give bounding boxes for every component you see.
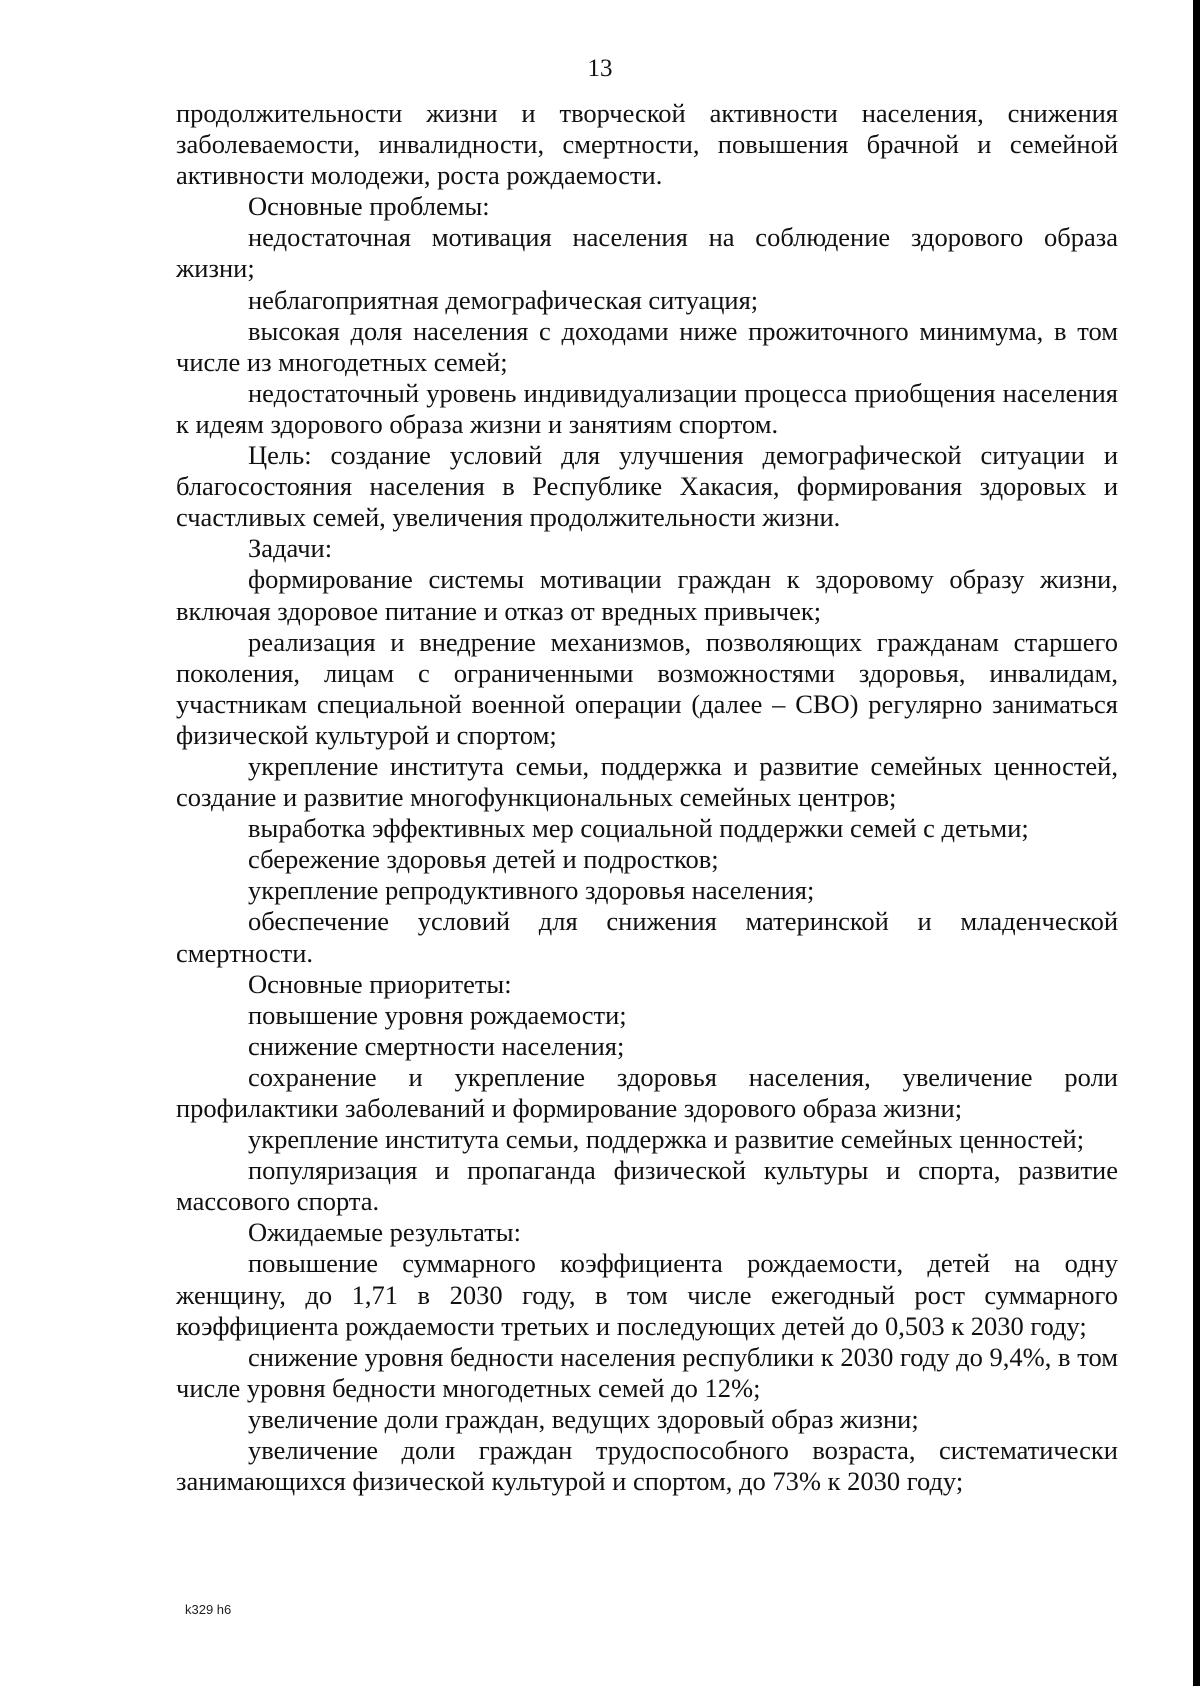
- list-item: выработка эффективных мер социальной поддержки семей с детьми;: [248, 813, 1029, 844]
- list-item: недостаточная мотивация населения на соблюдение здорового образа жизни;: [176, 222, 1118, 284]
- heading-priorities: Основные приоритеты:: [248, 968, 512, 999]
- list-item: реализация и внедрение механизмов, позволяющих гражданам старшего поколения, лицам с ограниченными возможностями здоровья, инвалидам, участникам специальной военной операции (далее – СВО) регулярно заниматься физической культурой и спортом;: [176, 626, 1118, 750]
- list-item: увеличение доли граждан трудоспособного возраста, систематически занимающихся физической культурой и спортом, до 73% к 2030 году;: [176, 1435, 1118, 1497]
- scan-edge: [1193, 0, 1200, 1686]
- list-item: укрепление института семьи, поддержка и развитие семейных ценностей, создание и развитие многофункциональных семейных центров;: [176, 750, 1118, 813]
- list-item: увеличение доли граждан, ведущих здоровый образ жизни;: [248, 1403, 919, 1434]
- list-item: обеспечение условий для снижения материнской и младенческой смертности.: [176, 906, 1118, 968]
- list-item: повышение суммарного коэффициента рождаемости, детей на одну женщину, до 1,71 в 2030 году, в том числе ежегодный рост суммарного коэффициента рождаемости третьих и последующих детей до 0,503 к 2030 году;: [176, 1248, 1118, 1341]
- footer-code: k329 h6: [185, 1602, 232, 1617]
- list-item: сохранение и укрепление здоровья населения, увеличение роли профилактики заболеваний и формирование здорового образа жизни;: [176, 1061, 1118, 1123]
- goal-paragraph: Цель: создание условий для улучшения демографической ситуации и благосостояния населения в Республике Хакасия, формирования здоровых и счастливых семей, увеличения продолжительности жизни.: [176, 440, 1118, 533]
- list-item: повышение уровня рождаемости;: [248, 999, 627, 1030]
- list-item: популяризация и пропаганда физической культуры и спорта, развитие массового спорта.: [176, 1155, 1118, 1217]
- paragraph-continuation: продолжительности жизни и творческой активности населения, снижения заболеваемости, инвалидности, смертности, повышения брачной и семейной активности молодежи, роста рождаемости.: [176, 98, 1118, 191]
- list-item: укрепление института семьи, поддержка и развитие семейных ценностей;: [248, 1124, 1085, 1155]
- list-item: снижение смертности населения;: [248, 1030, 625, 1061]
- list-item: формирование системы мотивации граждан к здоровому образу жизни, включая здоровое питание и отказ от вредных привычек;: [176, 564, 1118, 626]
- list-item: сбережение здоровья детей и подростков;: [248, 844, 719, 875]
- list-item: недостаточный уровень индивидуализации процесса приобщения населения к идеям здорового образа жизни и занятиям спортом.: [176, 377, 1118, 439]
- list-item: укрепление репродуктивного здоровья населения;: [248, 875, 815, 906]
- page-number: 13: [587, 55, 613, 82]
- heading-tasks: Задачи:: [248, 533, 333, 564]
- list-item: снижение уровня бедности населения республики к 2030 году до 9,4%, в том числе уровня бедности многодетных семей до 12%;: [176, 1341, 1118, 1403]
- list-item: высокая доля населения с доходами ниже прожиточного минимума, в том числе из многодетных семей;: [176, 315, 1118, 377]
- list-item: неблагоприятная демографическая ситуация;: [248, 284, 759, 315]
- heading-main-problems: Основные проблемы:: [248, 191, 490, 222]
- document-body: [176, 98, 1118, 1497]
- heading-expected-results: Ожидаемые результаты:: [248, 1217, 521, 1248]
